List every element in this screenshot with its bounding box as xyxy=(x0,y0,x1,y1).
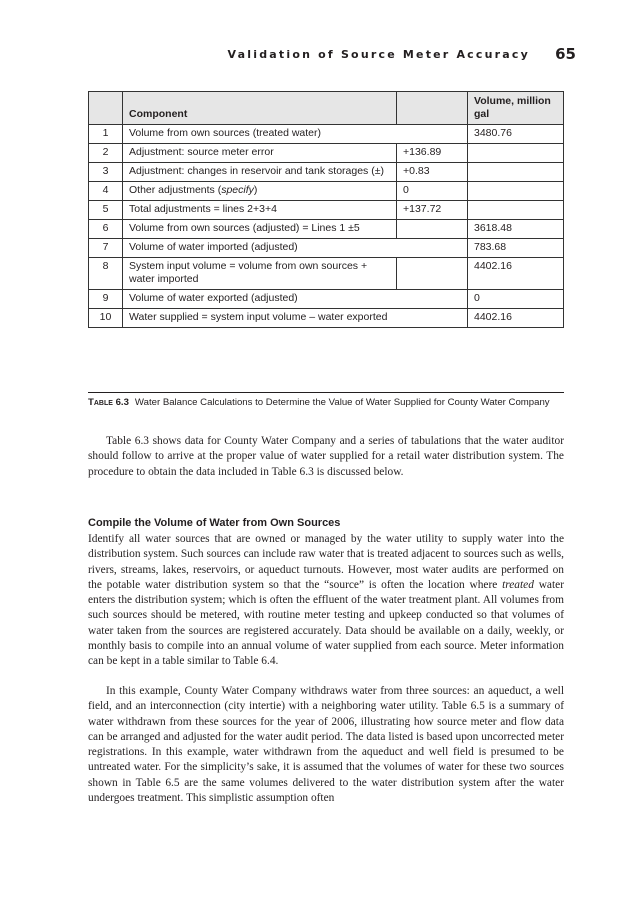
page-header xyxy=(88,45,576,67)
row-number: 3 xyxy=(89,163,123,182)
row-adjustment xyxy=(397,220,468,239)
table-row xyxy=(89,201,564,220)
body-paragraph: In this example, County Water Company withdraws water from three sources: an aqueduct, a well field, and an interconnection (city intertie) with a neighboring water utility. Table 6.5 is a summary of water withdrawn from these sources for the year of 2006, illustrating how source meter and flow data can be arranged and adjusted for the water audit period. The data listed is based upon uncorrected meter registrations. In this example, water withdrawn from the aqueduct and well field is presumed to be untreated water. For the simplicity’s sake, it is assumed that the volumes of water for these two sources shown in Table 6.5 are the same volumes delivered to the water distribution system after the water undergoes treatment. This simplistic assumption often xyxy=(88,685,564,805)
row-number: 4 xyxy=(89,182,123,201)
table-row xyxy=(89,309,564,328)
page-number: 65 xyxy=(555,45,576,63)
row-number: 8 xyxy=(89,258,123,290)
row-number: 2 xyxy=(89,144,123,163)
table-row xyxy=(89,144,564,163)
row-number: 10 xyxy=(89,309,123,328)
header-cell-volume: Volume, million gal xyxy=(468,92,564,125)
row-component-emphasis: specify xyxy=(221,184,254,196)
header-cell-component: Component xyxy=(123,92,397,125)
row-number: 6 xyxy=(89,220,123,239)
row-component xyxy=(123,182,397,201)
row-component: System input volume = volume from own sources + water imported xyxy=(123,258,397,290)
table-row xyxy=(89,163,564,182)
header-cell-adjustment xyxy=(397,92,468,125)
row-component: Adjustment: changes in reservoir and tank storages (±) xyxy=(123,163,397,182)
row-adjustment xyxy=(397,258,468,290)
section-heading: Compile the Volume of Water from Own Sources xyxy=(88,517,341,529)
row-component: Water supplied = system input volume – water exported xyxy=(123,309,468,328)
row-component: Volume of water imported (adjusted) xyxy=(123,239,468,258)
table-row xyxy=(89,125,564,144)
row-number: 1 xyxy=(89,125,123,144)
header-cell-number xyxy=(89,92,123,125)
paragraph-emphasis: treated xyxy=(502,578,534,591)
row-number: 5 xyxy=(89,201,123,220)
row-number: 9 xyxy=(89,290,123,309)
row-volume: 3618.48 xyxy=(468,220,564,239)
row-volume: 3480.76 xyxy=(468,125,564,144)
table-row xyxy=(89,182,564,201)
running-head: Validation of Source Meter Accuracy xyxy=(227,48,530,61)
row-volume: 4402.16 xyxy=(468,309,564,328)
row-volume: 783.68 xyxy=(468,239,564,258)
paragraph-text: Identify all water sources that are owned or managed by the water utility to supply water into the distribution system. Such sources can include raw water that is treated adjacent to sources such as wells, rivers, streams, lakes, reservoirs, or aqueduct turnouts. However, most water audits are performed on the potable water distribution system so that the “source” is often the location where xyxy=(88,533,564,591)
body-paragraph xyxy=(88,532,564,670)
row-number: 7 xyxy=(89,239,123,258)
row-component-text: Other adjustments ( xyxy=(129,184,222,196)
body-paragraph: Table 6.3 shows data for County Water Company and a series of tabulations that the water auditor should follow to arrive at the proper value of water supplied for a retail water distribution system. The procedure to obtain the data included in Table 6.3 is discussed below. xyxy=(88,435,564,478)
row-component: Volume from own sources (adjusted) = Lines 1 ±5 xyxy=(123,220,397,239)
table-row xyxy=(89,239,564,258)
row-adjustment: +0.83 xyxy=(397,163,468,182)
row-adjustment: 0 xyxy=(397,182,468,201)
row-component: Volume of water exported (adjusted) xyxy=(123,290,468,309)
row-volume xyxy=(468,163,564,182)
row-volume: 4402.16 xyxy=(468,258,564,290)
paragraph-text: water enters the distribution system; which is often the effluent of the water treatment plant. All volumes from such sources should be metered, with routine meter testing and upkeep conducted so that volumes of water taken from the sources are registered accurately. Data should be available on a daily, weekly, or monthly basis to compile into an annual volume of water supplied from each source. Meter information can be kept in a table similar to Table 6.4. xyxy=(88,578,564,668)
row-volume xyxy=(468,201,564,220)
row-component: Adjustment: source meter error xyxy=(123,144,397,163)
row-adjustment: +136.89 xyxy=(397,144,468,163)
table-row xyxy=(89,258,564,290)
table-header-row xyxy=(89,92,564,125)
table-caption xyxy=(88,392,564,408)
table-row xyxy=(89,290,564,309)
table-row xyxy=(89,220,564,239)
row-component-text: ) xyxy=(253,184,258,196)
table-caption-label: Table 6.3 xyxy=(88,397,129,408)
row-component: Total adjustments = lines 2+3+4 xyxy=(123,201,397,220)
row-component: Volume from own sources (treated water) xyxy=(123,125,468,144)
row-adjustment: +137.72 xyxy=(397,201,468,220)
water-balance-table xyxy=(88,91,564,328)
row-volume xyxy=(468,144,564,163)
row-volume: 0 xyxy=(468,290,564,309)
row-volume xyxy=(468,182,564,201)
table-caption-text: Water Balance Calculations to Determine the Value of Water Supplied for County Water Company xyxy=(134,397,550,408)
